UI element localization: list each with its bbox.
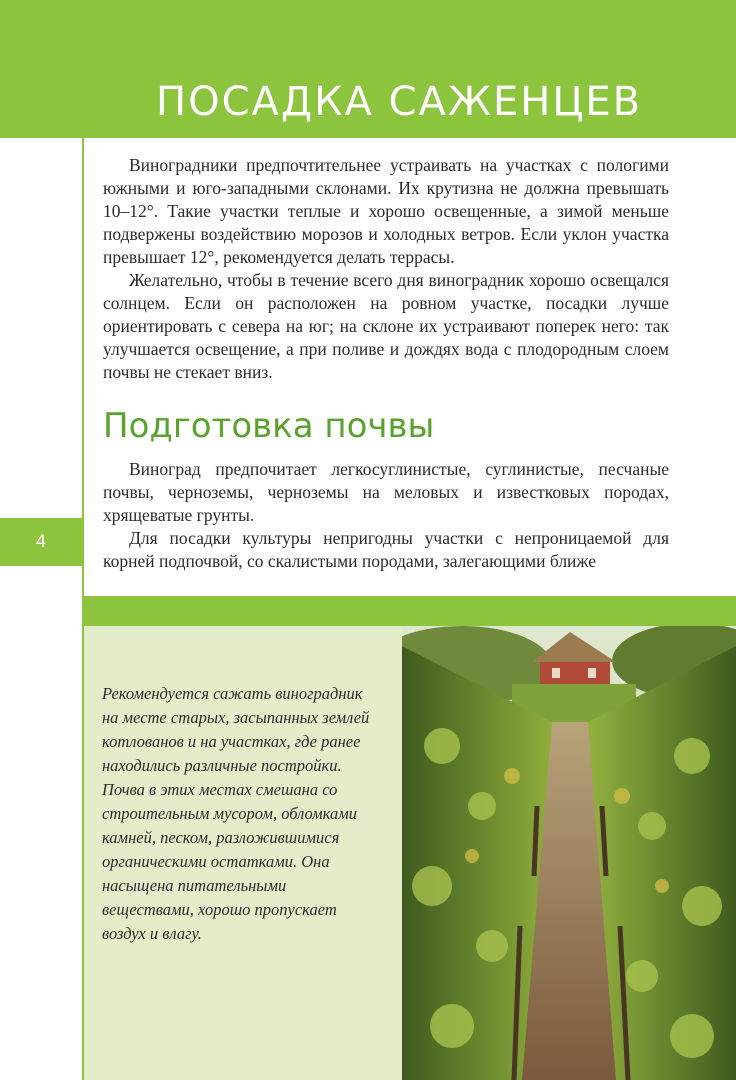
vineyard-illustration xyxy=(402,626,736,1080)
header-bar xyxy=(0,0,736,138)
page-title: ПОСАДКА САЖЕНЦЕВ xyxy=(156,79,643,125)
paragraph: Для посадки культуры непригодны участки с непроницаемой для корней подпочвой, со скалистыми породами, залегающими ближе xyxy=(103,528,669,571)
divider-band xyxy=(84,596,736,626)
main-text-column xyxy=(103,154,669,573)
page-number: 4 xyxy=(0,518,82,566)
sidebar-box xyxy=(84,626,402,1080)
vineyard-photo xyxy=(402,626,736,1080)
sidebar-note: Рекомендуется сажать виноградник на месте старых, засыпанных землей котлованов и на участках, где ранее находились различные постройки. Почва в этих местах смешана со строительным мусором, обломками камней, песком, разложившимися органическими остатками. Она насыщена питательными веществами, хорошо пропускает воздух и влагу. xyxy=(102,684,370,943)
paragraph: Желательно, чтобы в течение всего дня виноградник хорошо освещался солнцем. Если он расположен на ровном участке, посадки лучше ориентировать с севера на юг; на склоне их устраивают поперек него: так улучшается освещение, а при поливе и дождях вода с плодородным слоем почвы не стекает вниз. xyxy=(103,270,669,382)
paragraph: Виноград предпочитает легкосуглинистые, суглинистые, песчаные почвы, черноземы, черноземы на меловых и известковых породах, хрящеватые грунты. xyxy=(103,459,669,525)
paragraph: Виноградники предпочтительнее устраивать на участках с пологими южными и юго-западными склонами. Их крутизна не должна превышать 10–12°. Такие участки теплые и хорошо освещенные, а зимой меньше подвержены воздействию морозов и холодных ветров. Если уклон участка превышает 12°, рекомендуется делать террасы. xyxy=(103,155,669,267)
section-heading: Подготовка почвы xyxy=(103,406,435,446)
